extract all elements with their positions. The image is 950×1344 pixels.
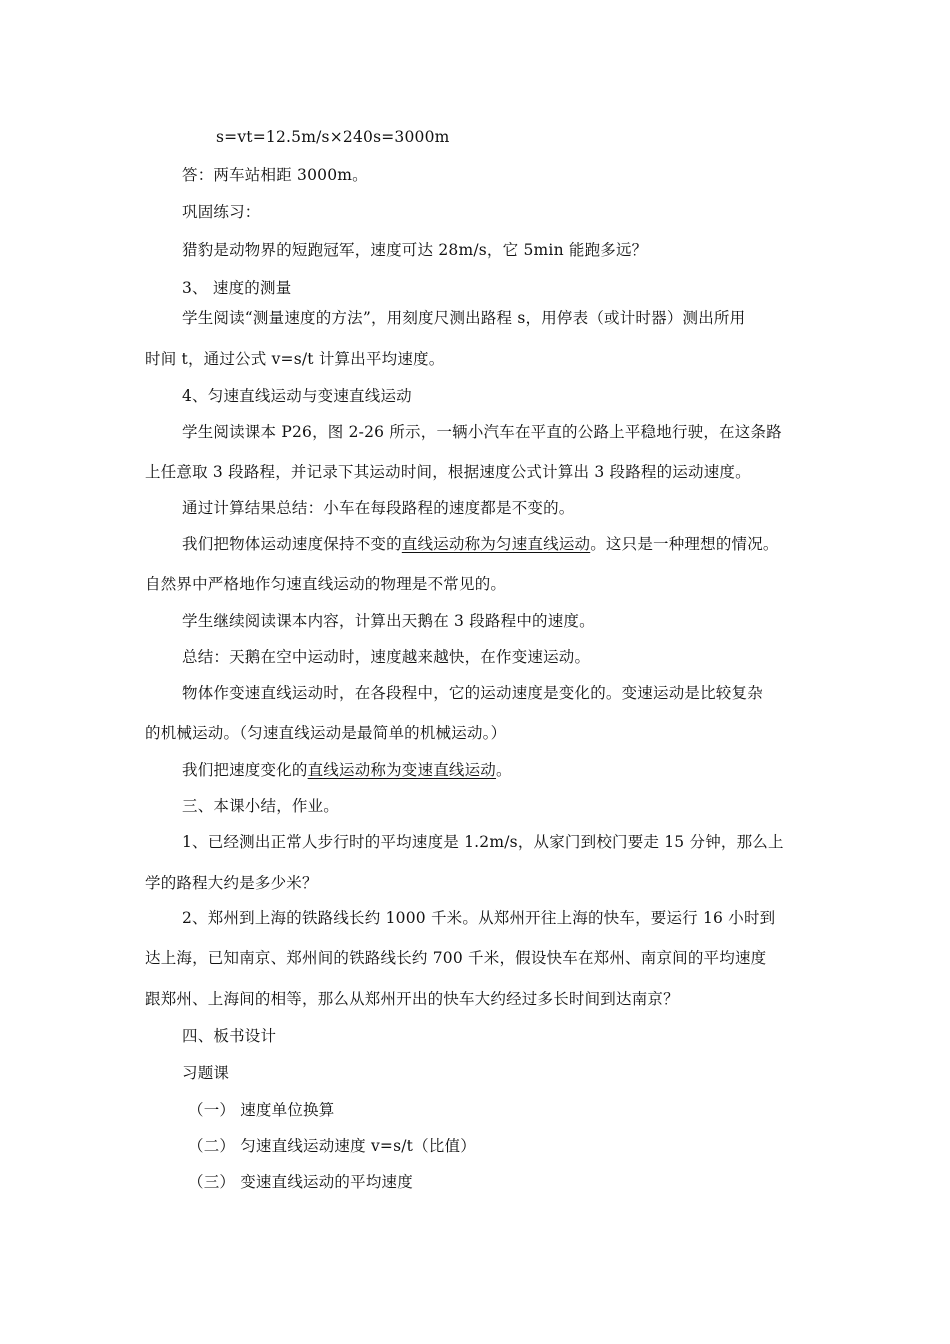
definition-text: 我们把速度变化的: [182, 761, 308, 779]
section-heading-speed-measurement: 3、 速度的测量: [182, 279, 292, 297]
practice-heading: 巩固练习：: [182, 203, 261, 221]
definition-text: 我们把物体运动速度保持不变的: [182, 535, 402, 553]
homework-question-2: 2、郑州到上海的铁路线长约 1000 千米。从郑州开往上海的快车，要运行 16 小时到: [182, 909, 776, 927]
underlined-term: 直线运动称为匀速直线运动: [401, 535, 591, 553]
section-heading-linear-motion: 4、匀速直线运动与变速直线运动: [182, 387, 412, 405]
board-item-3: （三） 变速直线运动的平均速度: [188, 1173, 413, 1191]
paragraph-line: 上任意取 3 段路程，并记录下其运动时间，根据速度公式计算出 3 段路程的运动速度。: [145, 463, 751, 481]
paragraph-line: 时间 t，通过公式 v=s/t 计算出平均速度。: [145, 350, 445, 368]
formula-line: s=vt=12.5m/s×240s=3000m: [216, 128, 450, 146]
section-heading-summary: 三、本课小结，作业。: [182, 797, 340, 815]
definition-text: 。: [496, 761, 512, 779]
answer-line: 答：两车站相距 3000m。: [182, 166, 368, 184]
homework-question-2-cont: 达上海，已知南京、郑州间的铁路线长约 700 千米，假设快车在郑州、南京间的平均速度: [145, 949, 767, 967]
variable-motion-definition: [182, 760, 512, 780]
paragraph-line: 学生继续阅读课本内容，计算出天鹅在 3 段路程中的速度。: [182, 612, 595, 630]
paragraph-line: 物体作变速直线运动时，在各段程中，它的运动速度是变化的。变速运动是比较复杂: [182, 684, 763, 702]
homework-question-1: 1、已经测出正常人步行时的平均速度是 1.2m/s，从家门到校门要走 15 分钟，那么上: [182, 833, 784, 851]
paragraph-line: 的机械运动。（匀速直线运动是最简单的机械运动。）: [145, 724, 507, 742]
board-item-2: （二） 匀速直线运动速度 v=s/t（比值）: [188, 1137, 476, 1155]
paragraph-line: 自然界中严格地作匀速直线运动的物理是不常见的。: [145, 575, 507, 593]
practice-question: 猎豹是动物界的短跑冠军，速度可达 28m/s，它 5min 能跑多远？: [182, 241, 648, 259]
paragraph-line: 通过计算结果总结：小车在每段路程的速度都是不变的。: [182, 499, 575, 517]
homework-question-2-cont: 跟郑州、上海间的相等，那么从郑州开出的快车大约经过多长时间到达南京？: [145, 990, 679, 1008]
section-heading-board-design: 四、板书设计: [182, 1027, 277, 1045]
uniform-motion-definition: [182, 534, 779, 554]
definition-text: 。这只是一种理想的情况。: [590, 535, 779, 553]
homework-question-1-cont: 学的路程大约是多少米？: [145, 874, 318, 892]
paragraph-line: 学生阅读“测量速度的方法”，用刻度尺测出路程 s，用停表（或计时器）测出所用: [182, 309, 746, 327]
paragraph-line: 学生阅读课本 P26，图 2-26 所示，一辆小汽车在平直的公路上平稳地行驶，在这条路: [182, 423, 782, 441]
board-item-1: （一） 速度单位换算: [188, 1101, 335, 1119]
board-title: 习题课: [182, 1064, 230, 1082]
summary-line: 总结：天鹅在空中运动时，速度越来越快，在作变速运动。: [182, 648, 591, 666]
underlined-term: 直线运动称为变速直线运动: [307, 761, 497, 779]
